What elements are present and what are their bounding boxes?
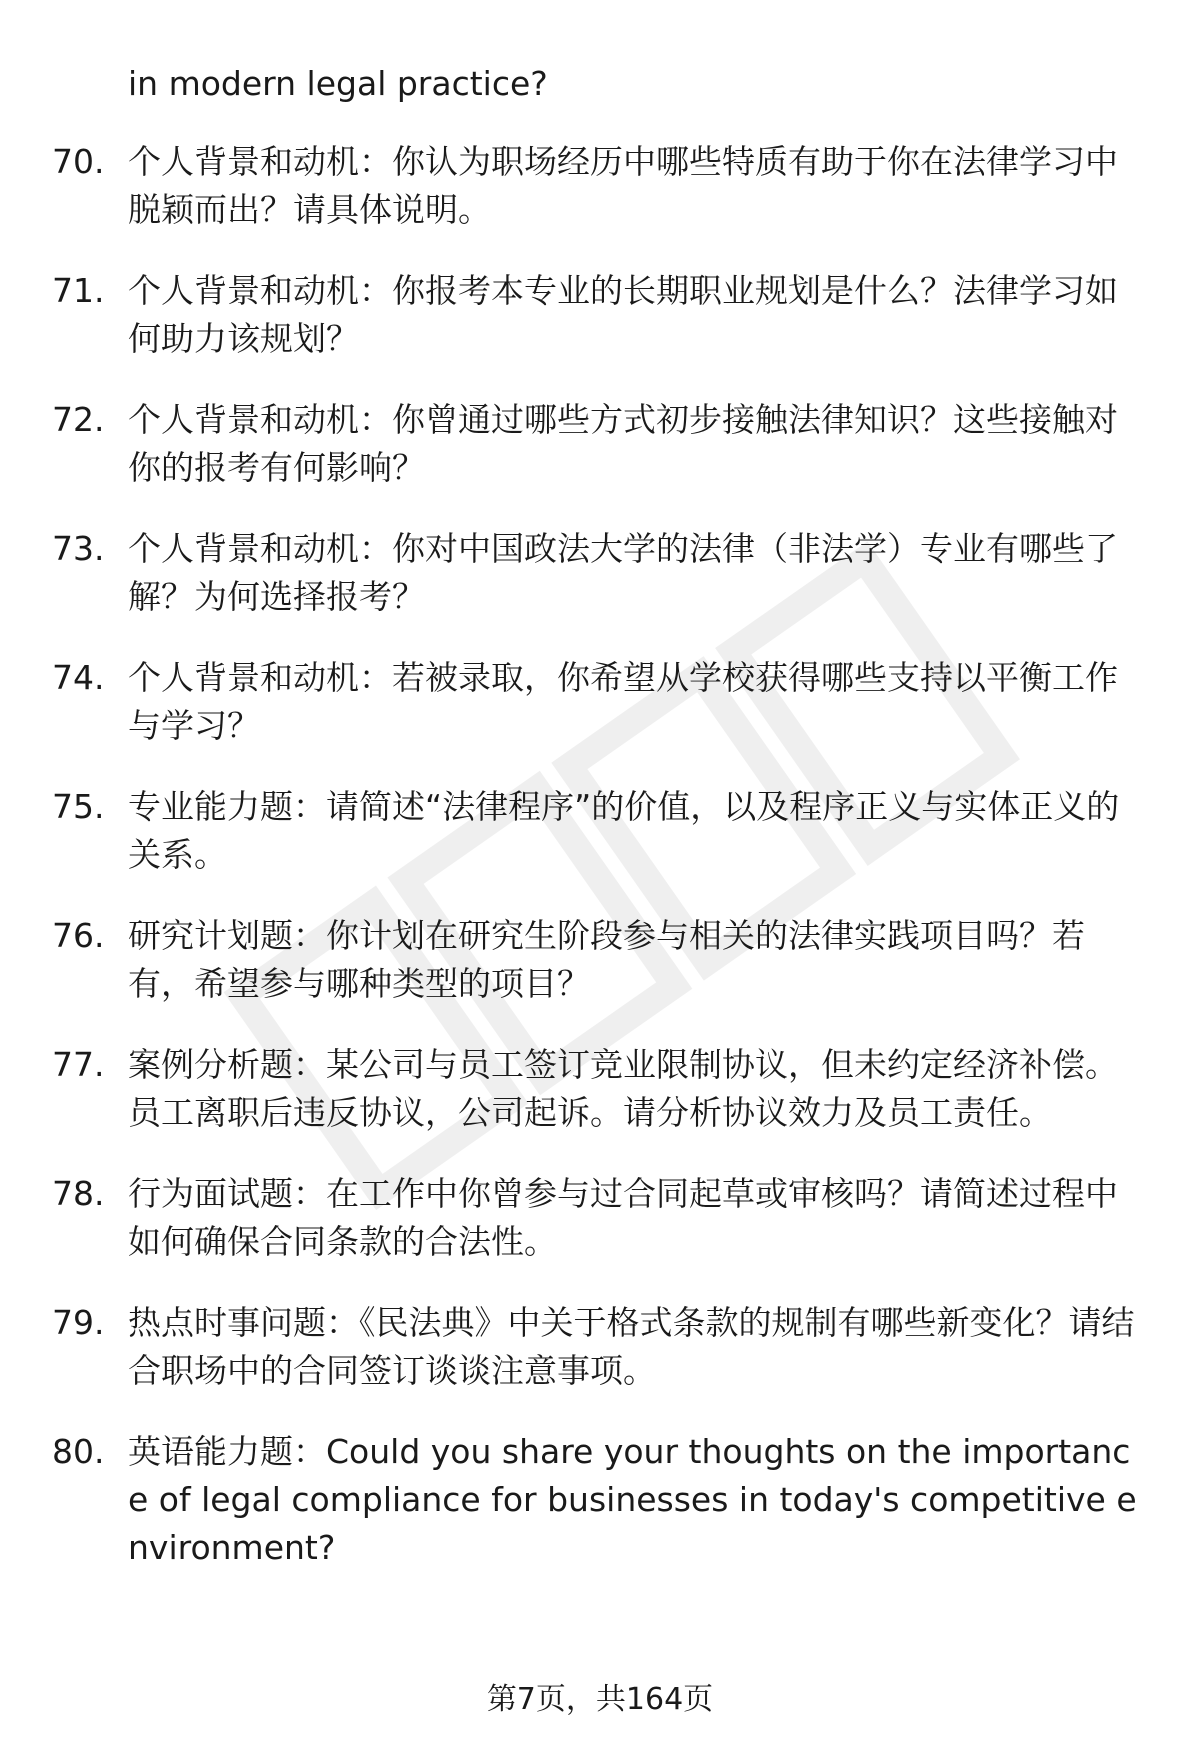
page-footer: 第7页，共164页	[486, 1682, 714, 1717]
question-text: 个人背景和动机：你曾通过哪些方式初步接触法律知识？这些接触对你的报考有何影响？	[128, 400, 1118, 487]
question-item	[0, 1428, 1200, 1572]
question-text: 个人背景和动机：你对中国政法大学的法律（非法学）专业有哪些了解？为何选择报考？	[128, 529, 1118, 616]
question-item	[0, 1170, 1200, 1266]
question-number: 78.	[52, 1174, 105, 1213]
continuation-text: in modern legal practice?	[128, 64, 548, 103]
question-item	[0, 396, 1200, 492]
question-number: 71.	[52, 271, 105, 310]
question-text: 专业能力题：请简述“法律程序”的价值，以及程序正义与实体正义的关系。	[128, 787, 1120, 874]
question-text: 个人背景和动机：你认为职场经历中哪些特质有助于你在法律学习中脱颖而出？请具体说明。	[128, 142, 1118, 229]
question-text: 热点时事问题：《民法典》中关于格式条款的规制有哪些新变化？请结合职场中的合同签订谈谈注意事项。	[128, 1303, 1135, 1390]
question-item	[0, 1299, 1200, 1395]
question-number: 76.	[52, 916, 105, 955]
question-number: 75.	[52, 787, 105, 826]
question-text: 英语能力题：Could you share your thoughts on the importance of legal compliance for businesses in today's competitive environment?	[128, 1432, 1137, 1567]
question-number: 73.	[52, 529, 105, 568]
question-item	[0, 654, 1200, 750]
question-item	[0, 1041, 1200, 1137]
question-text: 研究计划题：你计划在研究生阶段参与相关的法律实践项目吗？若有，希望参与哪种类型的项目？	[128, 916, 1085, 1003]
question-text: 案例分析题：某公司与员工签订竞业限制协议，但未约定经济补偿。员工离职后违反协议，公司起诉。请分析协议效力及员工责任。	[128, 1045, 1118, 1132]
question-item	[0, 525, 1200, 621]
question-number: 79.	[52, 1303, 105, 1342]
question-text: 个人背景和动机：若被录取，你希望从学校获得哪些支持以平衡工作与学习？	[128, 658, 1118, 745]
question-item	[0, 783, 1200, 879]
question-list	[0, 138, 1200, 1605]
question-number: 77.	[52, 1045, 105, 1084]
question-item	[0, 267, 1200, 363]
question-item	[0, 912, 1200, 1008]
question-number: 72.	[52, 400, 105, 439]
question-item	[0, 138, 1200, 234]
question-text: 行为面试题：在工作中你曾参与过合同起草或审核吗？请简述过程中如何确保合同条款的合法性。	[128, 1174, 1118, 1261]
question-text: 个人背景和动机：你报考本专业的长期职业规划是什么？法律学习如何助力该规划？	[128, 271, 1118, 358]
question-number: 80.	[52, 1432, 105, 1471]
question-number: 74.	[52, 658, 105, 697]
question-number: 70.	[52, 142, 105, 181]
